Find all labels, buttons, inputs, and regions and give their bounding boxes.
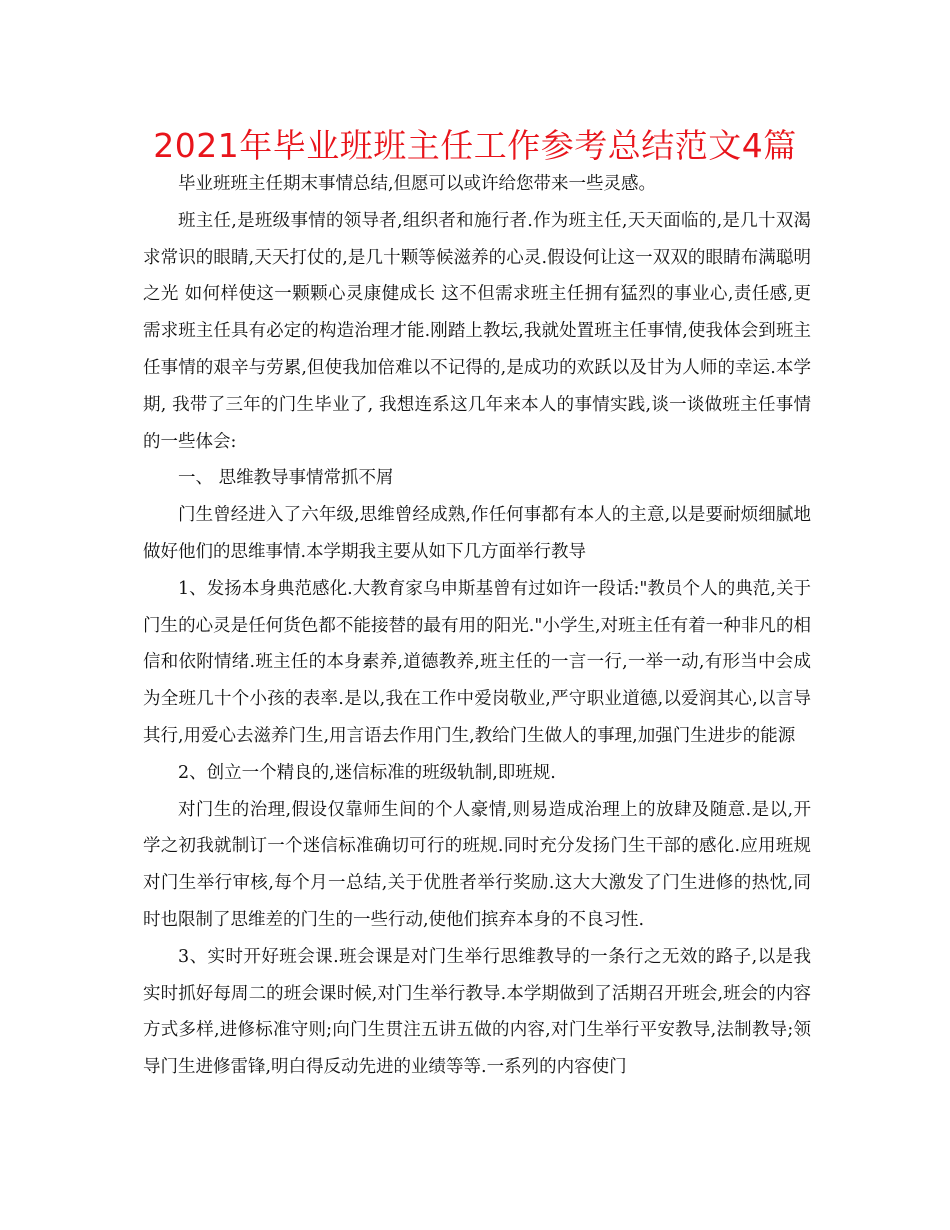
paragraph-intro: 毕业班班主任期末事情总结,但愿可以或许给您带来一些灵感。 bbox=[178, 174, 657, 194]
paragraph-sixth-grade: 门生曾经进入了六年级,思维曾经成熟,作任何事都有本人的主意,以是要耐烦细腻地做好他们的思维事情.本学期我主要从如下几方面举行教导 bbox=[143, 505, 811, 562]
paragraph-class-rules-detail: 对门生的治理,假设仅靠师生间的个人豪情,则易造成治理上的放肆及随意.是以,开学之初我就制订一个迷信标准确切可行的班规.同时充分发扬门生干部的感化.应用班规对门生举行审核,每个月一总结,关于优胜者举行奖励.这大大激发了门生进修的热忱,同时也限制了思维差的门生的一些行动,使他们摈弃本身的不良习性. bbox=[143, 799, 811, 930]
document-title: 2021年毕业班班主任工作参考总结范文4篇 bbox=[153, 126, 797, 165]
paragraph-item-1-role-model: 1、发扬本身典范感化.大教育家乌申斯基曾有过如许一段话:"教员个人的典范,关于门生的心灵是任何货色都不能接替的最有用的阳光."小学生,对班主任有着一种非凡的相信和依附情绪.班主任的本身素养,道德教养,班主任的一言一行,一举一动,有形当中会成为全班几十个小孩的表率.是以,我在工作中爱岗敬业,严守职业道德,以爱润其心,以言导其行,用爱心去滋养门生,用言语去作用门生,教给门生做人的事理,加强门生进步的能源 bbox=[143, 578, 811, 746]
document-body bbox=[143, 166, 811, 1086]
paragraph-class-teacher-role: 班主任,是班级事情的领导者,组织者和施行者.作为班主任,天天面临的,是几十双渴求常识的眼睛,天天打仗的,是几十颗等候滋养的心灵.假设何让这一双双的眼睛布满聪明之光 如何样使这一颗颗心灵康健成长 这不但需求班主任拥有猛烈的事业心,责任感,更需求班主任具有必定的构造治理才能.刚踏上教坛,我就处置班主任事情,使我体会到班主任事情的艰辛与劳累,但使我加倍难以不记得的,是成功的欢跃以及甘为人师的幸运.本学期, 我带了三年的门生毕业了, 我想连系这几年来本人的事情实践,谈一谈做班主任事情的一些体会: bbox=[143, 210, 811, 452]
paragraph-item-2-class-rules: 2、创立一个精良的,迷信标准的班级轨制,即班规. bbox=[178, 762, 556, 783]
paragraph-item-3-class-meeting: 3、实时开好班会课.班会课是对门生举行思维教导的一条行之无效的路子,以是我实时抓好每周二的班会课时候,对门生举行教导.本学期做到了活期召开班会,班会的内容方式多样,进修标准守则;向门生贯注五讲五做的内容,对门生举行平安教导,法制教导;领导门生进修雷锋,明白得反动先进的业绩等等.一系列的内容使门 bbox=[143, 946, 811, 1078]
section-heading-ideological-education: 一、 思维教导事情常抓不屑 bbox=[178, 468, 394, 489]
